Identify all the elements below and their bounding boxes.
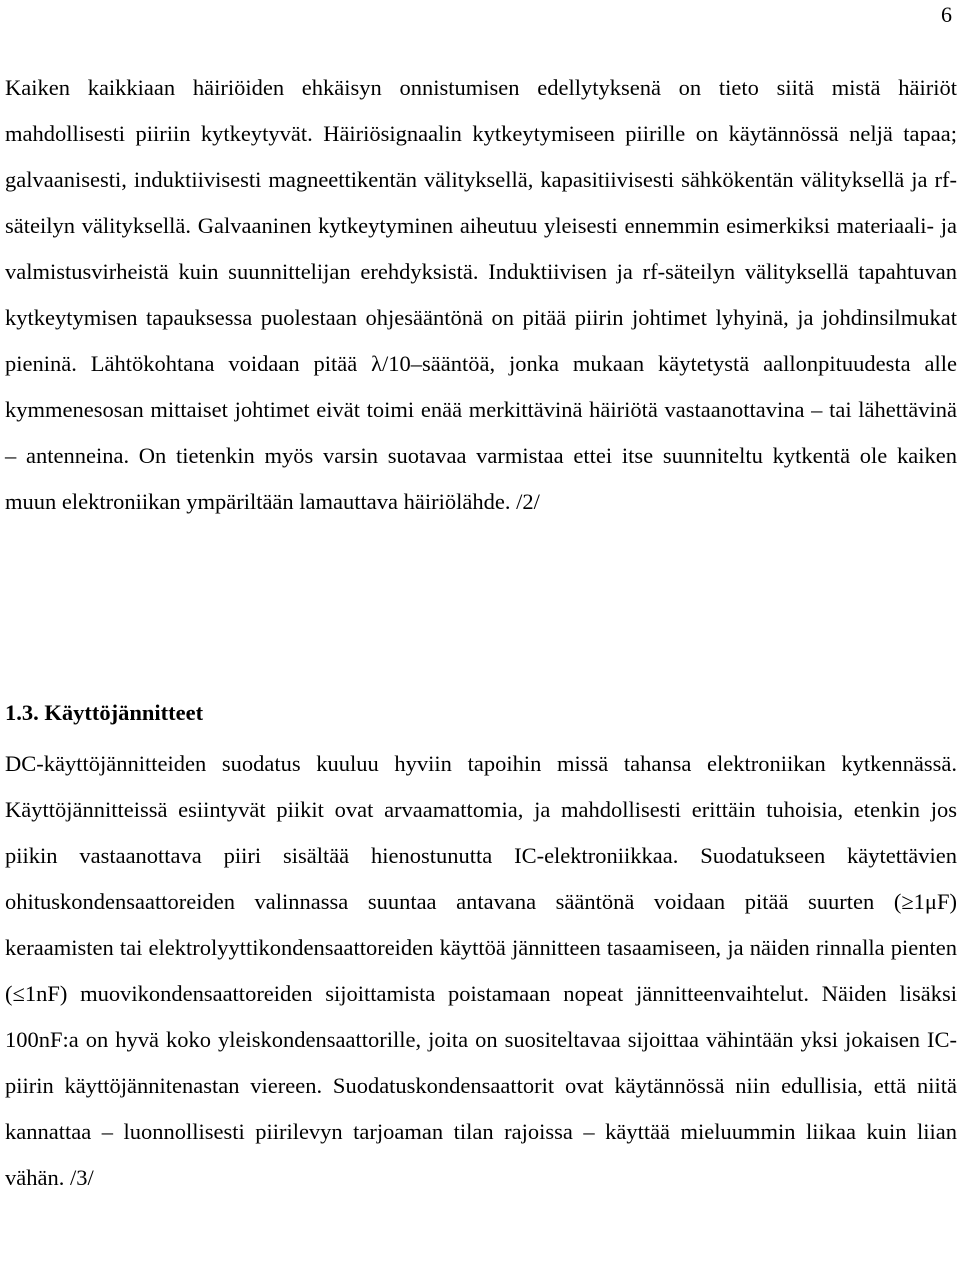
intro-paragraph: Kaiken kaikkiaan häiriöiden ehkäisyn onnistumisen edellytyksenä on tieto siitä mistä häiriöt mahdollisesti piiriin kytkeytyvät. Häiriösignaalin kytkeytymiseen piirille on käytännössä neljä tapaa; galvaanisesti, induktiivisesti magneettikentän välityksellä, kapasitiivisesti sähkökentän välityksellä ja rf-säteilyn välityksellä. Galvaaninen kytkeytyminen aiheutuu yleisesti ennemmin esimerkiksi materiaali- ja valmistusvirheistä kuin suunnittelijan erehdyksistä. Induktiivisen ja rf-säteilyn välityksellä tapahtuvan kytkeytymisen tapauksessa puolestaan ohjesääntönä on pitää piirin johtimet lyhyinä, ja johdinsilmukat pieninä. Lähtökohtana voidaan pitää λ/10–sääntöä, jonka mukaan käytetystä aallonpituudesta alle kymmenesosan mittaiset johtimet eivät toimi enää merkittävinä häiriötä vastaanottavina – tai lähettävinä – antenneina. On tietenkin myös varsin suotavaa varmistaa ettei itse suunniteltu kytkentä ole kaiken muun elektroniikan ympäriltään lamauttava häiriölähde. /2/ xyxy=(5,75,957,514)
page-number: 6 xyxy=(941,2,952,27)
operating-voltages-paragraph: DC-käyttöjännitteiden suodatus kuuluu hyviin tapoihin missä tahansa elektroniikan kytkennässä. Käyttöjännitteissä esiintyvät piikit ovat arvaamattomia, ja mahdollisesti erittäin tuhoisia, etenkin jos piikin vastaanottava piiri sisältää hienostunutta IC-elektroniikkaa. Suodatukseen käytettävien ohituskondensaattoreiden valinnassa suuntaa antavana sääntönä voidaan pitää suurten (≥1μF) keraamisten tai elektrolyyttikondensaattoreiden käyttöä jännitteen tasaamiseen, ja näiden rinnalla pienten (≤1nF) muovikondensaattoreiden sijoittamista poistamaan nopeat jännitteenvaihtelut. Näiden lisäksi 100nF:a on hyvä koko yleiskondensaattorille, joita on suositeltavaa sijoittaa vähintään yksi jokaisen IC-piirin käyttöjännitenastan viereen. Suodatuskondensaattorit ovat käytännössä niin edullisia, että niitä kannattaa – luonnollisesti piirilevyn tarjoaman tilan rajoissa – käyttää mieluummin liikaa kuin liian vähän. /3/ xyxy=(5,751,957,1190)
section-heading: 1.3. Käyttöjännitteet xyxy=(5,700,204,725)
